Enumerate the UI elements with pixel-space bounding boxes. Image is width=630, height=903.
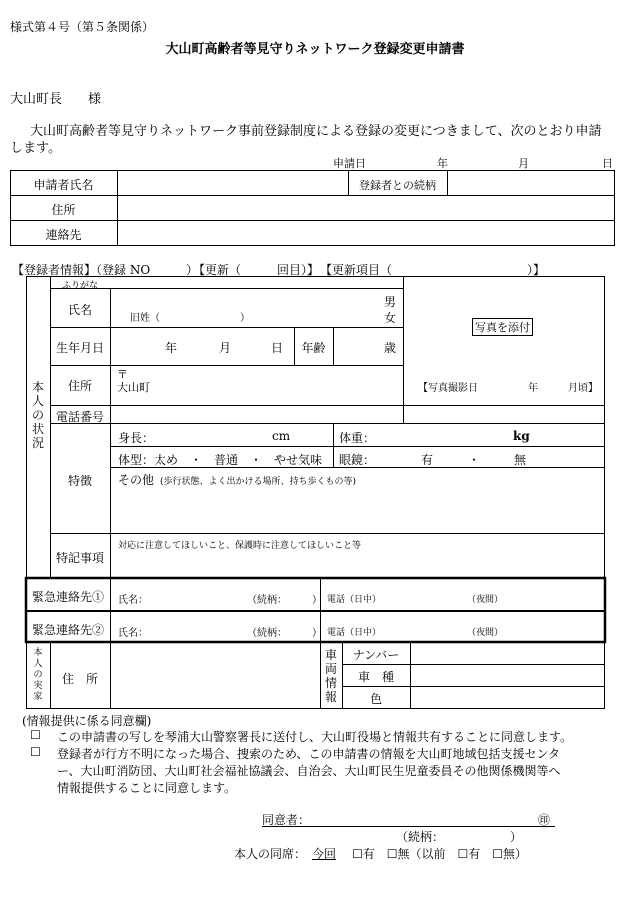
gender-male[interactable]: 男: [384, 295, 397, 309]
birth-year: 年: [165, 341, 178, 355]
emergency-1-name: 氏名：: [118, 595, 148, 606]
applicant-name-field[interactable]: [118, 171, 347, 195]
emergency-1-label: 緊急連絡先①: [31, 590, 104, 604]
consent-item-1: この申請書の写しを琴浦大山警察署長に送付し、大山町役場と情報共有することに同意します。: [57, 730, 573, 744]
glasses-no[interactable]: 無: [514, 453, 527, 467]
emergency-1-relation: （続柄： ）: [247, 595, 322, 606]
presence-options[interactable]: ☐有 ☐無（以前 ☐有 ☐無）: [352, 847, 528, 861]
seal-mark: ㊞: [538, 813, 551, 827]
height-unit: cm: [272, 429, 291, 443]
date-month: 月: [518, 157, 529, 170]
renewal-count: 【更新（ 回目）】: [193, 263, 320, 277]
emergency-2-relation: （続柄： ）: [247, 628, 322, 639]
gender-female[interactable]: 女: [384, 311, 397, 325]
body-type-options[interactable]: 体型：太め ・ 普通 ・ やせ気味: [118, 453, 323, 467]
emergency-2-name: 氏名：: [118, 628, 148, 639]
applicant-contact-field[interactable]: [118, 221, 614, 245]
presence-label: 本人の同席：: [234, 847, 307, 861]
applicant-contact-label: 連絡先: [45, 228, 82, 242]
consent-heading: (情報提供に係る同意欄): [22, 714, 152, 728]
home-address-label: 住 所: [61, 672, 98, 686]
glasses-label: 眼鏡：: [339, 453, 376, 467]
notes-hint: 対応に注意してほしいこと、保護時に注意してほしいこと等: [118, 541, 362, 551]
emergency-2-label: 緊急連絡先②: [31, 623, 104, 637]
vehicle-color-label: 色: [369, 692, 382, 706]
date-year: 年: [437, 157, 448, 170]
consent-checkbox-2[interactable]: ☐: [30, 745, 41, 759]
age-label: 年齢: [301, 341, 326, 355]
vehicle-info-label: 車両情報: [324, 648, 337, 704]
consent-item-2-line2: ー、大山町消防団、大山町社会福祉協議会、自治会、大山町民生児童委員その他関係機関等へ: [57, 764, 561, 778]
addressee: 大山町長 様: [10, 92, 102, 107]
emergency-1-phone-night: （夜間）: [467, 595, 504, 605]
applicant-address-label: 住所: [51, 203, 76, 217]
intro-text-1: 大山町高齢者等見守りネットワーク事前登録制度による登録の変更につきまして、次のとおり申請: [30, 124, 602, 139]
emergency-2-phone-day: 電話（日中）: [327, 628, 382, 638]
consent-checkbox-1[interactable]: ☐: [30, 728, 41, 742]
consent-item-2-line1: 登録者が行方不明になった場合、捜索のため、この申請書の情報を大山町地域包括支援センタ: [57, 747, 561, 761]
old-name-field: 旧姓（ ）: [130, 313, 250, 324]
person-address-label: 住所: [67, 379, 92, 393]
phone-label: 電話番号: [55, 410, 104, 424]
applicant-address-field[interactable]: [118, 196, 614, 220]
form-number: 様式第４号（第５条関係）: [10, 20, 155, 34]
birth-date-label: 生年月日: [55, 341, 104, 355]
features-label: 特徴: [67, 474, 92, 488]
glasses-separator: ・: [468, 453, 481, 467]
height-label: 身長：: [118, 431, 155, 445]
birth-month: 月: [219, 341, 232, 355]
photo-attach-label: 写真を添付: [472, 318, 533, 336]
consent-item-2-line3: 情報提供することに同意します。: [57, 781, 237, 795]
date-label: 申請日: [333, 157, 366, 170]
applicant-name-label: 申請者氏名: [33, 178, 94, 192]
photo-date: 【写真撮影日 年 月頃】: [418, 383, 598, 394]
glasses-yes[interactable]: 有: [421, 453, 434, 467]
weight-unit: kg: [513, 429, 530, 443]
home-side-label: 本人の実家: [33, 648, 43, 702]
other-note: (歩行状態、よく出かける場所、持ち歩くもの等): [160, 477, 357, 487]
renewal-item: 【更新項目（: [320, 263, 393, 277]
intro-text-2: します。: [10, 141, 61, 156]
town-name: 大山町: [117, 381, 150, 394]
birth-day: 日: [271, 341, 284, 355]
postal-mark: 〒: [117, 368, 128, 381]
presence-now: 今回: [312, 847, 337, 861]
date-day: 日: [602, 157, 613, 170]
applicant-relation-label: 登録者との続柄: [359, 179, 436, 192]
person-status-side-label: 本人の状況: [31, 380, 44, 450]
consenter-label: 同意者：: [262, 813, 311, 827]
renewal-item-end: ）】: [527, 263, 546, 277]
registration-info: 【登録者情報】（登録 NO ）: [12, 263, 199, 277]
applicant-relation-field[interactable]: [448, 171, 614, 195]
emergency-1-phone-day: 電話（日中）: [327, 595, 382, 605]
vehicle-plate-label: ナンバー: [352, 648, 400, 662]
phone-field[interactable]: [111, 406, 403, 423]
age-unit: 歳: [384, 341, 397, 355]
weight-label: 体重：: [339, 431, 376, 445]
person-name-label: 氏名: [67, 303, 92, 317]
page-title: 大山町高齢者等見守りネットワーク登録変更申請書: [165, 42, 465, 57]
furigana-label: ふりがな: [61, 281, 98, 291]
notes-label: 特記事項: [55, 551, 104, 565]
emergency-2-phone-night: （夜間）: [467, 628, 504, 638]
consenter-relation: （続柄： ）: [396, 830, 523, 844]
vehicle-model-label: 車 種: [357, 670, 394, 684]
other-label: その他: [118, 473, 155, 487]
